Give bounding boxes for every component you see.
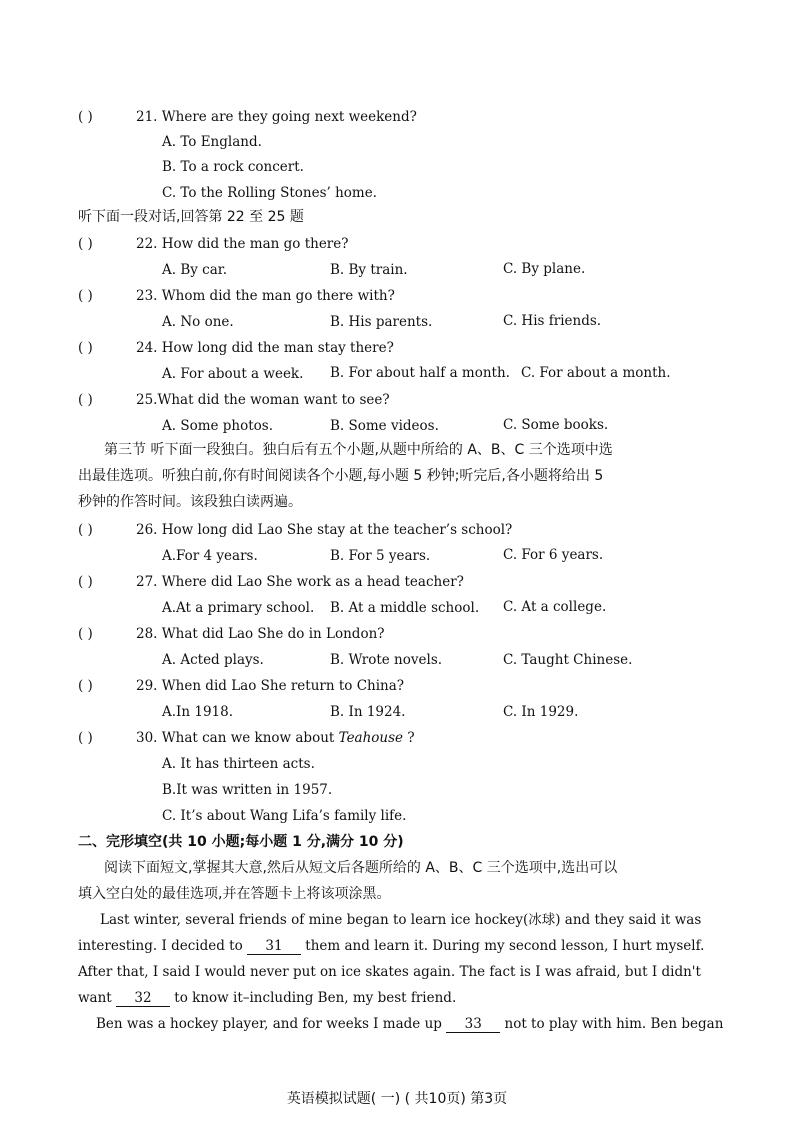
part2-instructions-line2: 填入空白处的最佳选项,并在答题卡上将该项涂黑。: [78, 886, 391, 902]
option-c: C. By plane.: [503, 261, 586, 277]
question-text: 23. Whom did the man go there with?: [136, 288, 395, 304]
answer-parentheses: ( ): [78, 340, 93, 356]
question-text: 26. How long did Lao She stay at the teacher’s school?: [136, 522, 513, 538]
question-21: [78, 108, 417, 126]
option-c: C. For 6 years.: [503, 547, 604, 563]
question-text-part: ?: [403, 730, 415, 746]
option-b: B. At a middle school.: [330, 600, 480, 616]
blank-32: 32: [116, 990, 170, 1007]
passage-line: [96, 1015, 723, 1033]
option-c: C. To the Rolling Stones’ home.: [162, 185, 377, 201]
question-22: [78, 235, 349, 253]
option-b: B. To a rock concert.: [162, 159, 304, 175]
option-a: A.For 4 years.: [162, 548, 258, 564]
section3-instructions-line3: 秒钟的作答时间。该段独白读两遍。: [78, 494, 302, 510]
option-a: A. Acted plays.: [162, 652, 264, 668]
passage-line: After that, I said I would never put on ice skates again. The fact is I was afraid, but I didn't: [78, 964, 701, 980]
question-text: 29. When did Lao She return to China?: [136, 678, 405, 694]
question-25: [78, 391, 390, 409]
option-c: C. It’s about Wang Lifa’s family life.: [162, 808, 407, 824]
question-24: [78, 339, 394, 357]
page-footer: 英语模拟试题( 一) ( 共10页) 第3页: [286, 1091, 508, 1107]
option-b: B. For about half a month.: [330, 365, 510, 381]
option-b: B. His parents.: [330, 314, 433, 330]
answer-parentheses: ( ): [78, 574, 93, 590]
option-a: A.In 1918.: [162, 704, 234, 720]
passage-line: [78, 989, 456, 1007]
option-b: B. By train.: [330, 262, 408, 278]
question-text-part: 30. What can we know about: [136, 730, 339, 746]
option-a: A. Some photos.: [162, 418, 274, 434]
passage-text: not to play with him. Ben began: [500, 1016, 724, 1032]
question-text: 24. How long did the man stay there?: [136, 340, 394, 356]
part2-instructions-line1: 阅读下面短文,掌握其大意,然后从短文后各题所给的 A、B、C 三个选项中,选出可以: [104, 860, 618, 876]
answer-parentheses: ( ): [78, 288, 93, 304]
option-c: C. His friends.: [503, 313, 602, 329]
question-23: [78, 287, 395, 305]
part2-heading: 二、完形填空(共 10 小题;每小题 1 分,满分 10 分): [78, 834, 404, 850]
option-b: B. In 1924.: [330, 704, 406, 720]
option-c: C. In 1929.: [503, 704, 579, 720]
question-text: 25.What did the woman want to see?: [136, 392, 390, 408]
dialogue-intro: 听下面一段对话,回答第 22 至 25 题: [78, 209, 304, 225]
section3-instructions-line1: 第三节 听下面一段独白。独白后有五个小题,从题中所给的 A、B、C 三个选项中选: [104, 442, 613, 458]
option-c: C. Some books.: [503, 417, 609, 433]
answer-parentheses: ( ): [78, 522, 93, 538]
answer-parentheses: ( ): [78, 109, 93, 125]
passage-text: interesting. I decided to: [78, 938, 248, 954]
passage-line: [78, 937, 704, 955]
question-text-title: Teahouse: [338, 730, 404, 746]
answer-parentheses: ( ): [78, 626, 93, 642]
passage-text: them and learn it. During my second lesson, I hurt myself.: [301, 938, 705, 954]
section3-instructions-line2: 出最佳选项。听独白前,你有时间阅读各个小题,每小题 5 秒钟;听完后,各小题将给出 5: [78, 468, 604, 484]
answer-parentheses: ( ): [78, 236, 93, 252]
option-c: C. At a college.: [503, 599, 607, 615]
question-27: [78, 573, 464, 591]
question-26: [78, 521, 512, 539]
question-text: 28. What did Lao She do in London?: [136, 626, 385, 642]
answer-parentheses: ( ): [78, 730, 93, 746]
blank-33: 33: [446, 1016, 500, 1033]
answer-parentheses: ( ): [78, 678, 93, 694]
question-28: [78, 625, 385, 643]
question-text: 21. Where are they going next weekend?: [136, 109, 417, 125]
option-c: C. Taught Chinese.: [503, 652, 633, 668]
option-b: B.It was written in 1957.: [162, 782, 333, 798]
question-text: [136, 729, 415, 747]
question-text: 27. Where did Lao She work as a head teacher?: [136, 574, 464, 590]
passage-line: Last winter, several friends of mine began to learn ice hockey(冰球) and they said it was: [100, 912, 702, 928]
option-b: B. Wrote novels.: [330, 652, 443, 668]
question-text: 22. How did the man go there?: [136, 236, 349, 252]
option-a: A. It has thirteen acts.: [162, 756, 315, 772]
option-a: A.At a primary school.: [162, 600, 315, 616]
blank-31: 31: [247, 938, 301, 955]
option-a: A. No one.: [162, 314, 234, 330]
passage-text: Ben was a hockey player, and for weeks I made up: [96, 1016, 447, 1032]
passage-text: want: [78, 990, 117, 1006]
question-30: [78, 729, 415, 747]
option-b: B. For 5 years.: [330, 548, 431, 564]
option-c: C. For about a month.: [521, 365, 671, 381]
option-a: A. By car.: [162, 262, 228, 278]
answer-parentheses: ( ): [78, 392, 93, 408]
option-a: A. To England.: [162, 134, 262, 150]
question-29: [78, 677, 404, 695]
option-b: B. Some videos.: [330, 418, 439, 434]
option-a: A. For about a week.: [162, 366, 304, 382]
passage-text: to know it–including Ben, my best friend.: [170, 990, 457, 1006]
